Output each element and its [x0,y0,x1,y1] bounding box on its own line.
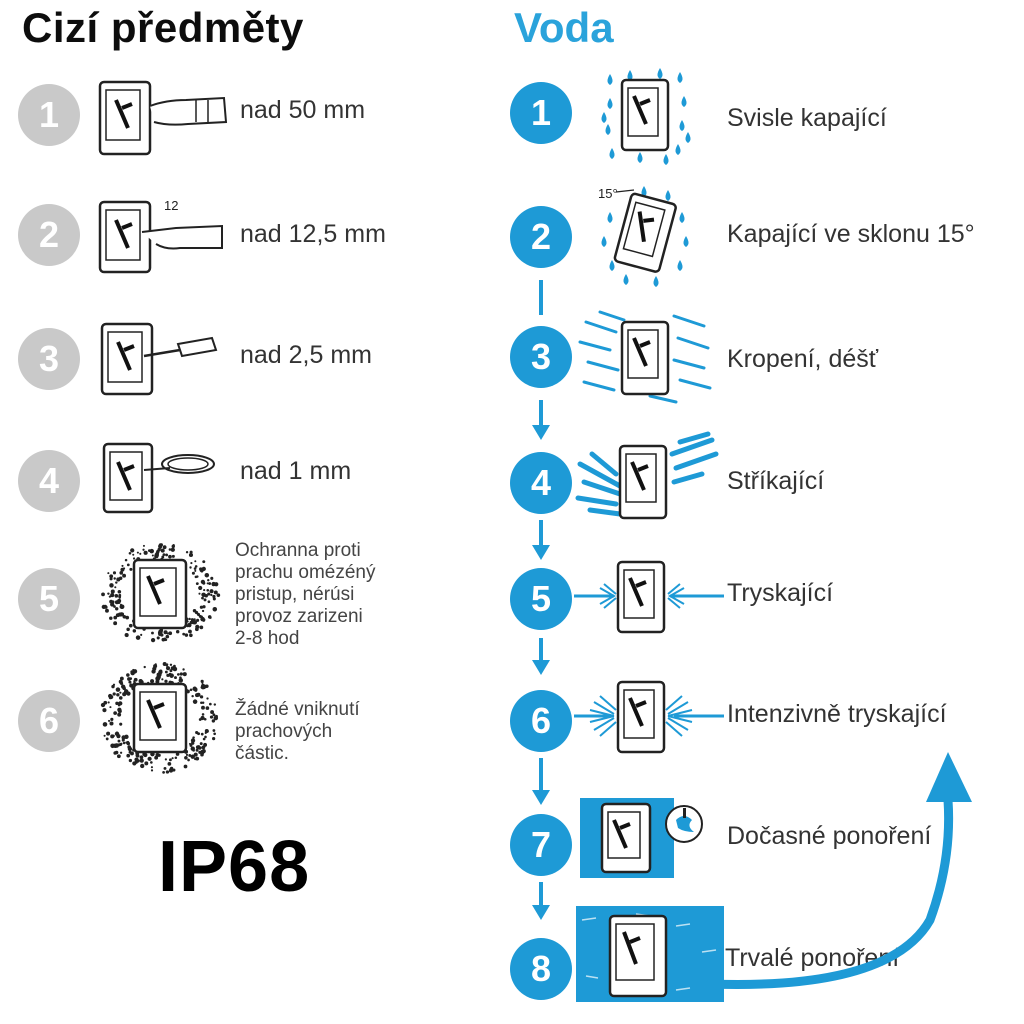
splash-icon [576,434,718,524]
solids-label-5-line: 2-8 hod [235,628,300,649]
solids-label-5-line: pristup, nérúsi [235,584,355,605]
solids-label-5 [235,540,435,650]
solids-badge-3: 3 [18,328,80,390]
water-badge-6: 6 [510,690,572,752]
water-label-7: Dočasné ponoření [727,822,932,850]
solids-title: Cizí předměty [22,4,304,51]
water-label-3: Kropení, déšť [727,345,879,373]
finger-icon [96,198,236,280]
water-badge-5: 5 [510,568,572,630]
dust-tight-icon [104,664,218,770]
water-badge-7: 7 [510,814,572,876]
solids-label-6 [235,699,435,765]
solids-label-4: nad 1 mm [240,457,352,485]
return-arrow [690,740,990,1000]
solids-label-5-line: Ochranna proti [235,540,361,561]
water-badge-4: 4 [510,452,572,514]
water-label-4: Stříkající [727,467,825,495]
angle-mark: 15° [598,186,618,201]
solids-label-1: nad 50 mm [240,96,366,124]
dripping-icon [600,68,692,164]
temporary-immersion-icon [580,798,706,878]
solids-label-6-line: částic. [235,743,289,764]
solids-badge-5: 5 [18,568,80,630]
water-title: Voda [514,4,614,51]
solids-badge-6: 6 [18,690,80,752]
water-label-6: Intenzivně tryskající [727,700,947,728]
ip-rating: IP68 [158,827,311,907]
solids-label-2: nad 12,5 mm [240,220,386,248]
water-badge-2: 2 [510,206,572,268]
water-label-2: Kapající ve sklonu 15° [727,220,975,248]
solids-badge-1: 1 [18,84,80,146]
tilted-drip-icon [596,184,696,284]
solids-badge-4: 4 [18,450,80,512]
water-label-1: Svisle kapající [727,104,887,132]
solids-label-3: nad 2,5 mm [240,341,373,369]
water-label-8: Trvalé ponoření [725,944,900,972]
water-badge-8: 8 [510,938,572,1000]
rain-icon [580,308,712,404]
solids-label-5-line: prachu omézéný [235,562,376,583]
solids-label-6-line: prachových [235,721,333,742]
solids-badge-2: 2 [18,204,80,266]
svg-text:12: 12 [164,198,179,213]
water-badge-3: 3 [510,326,572,388]
water-label-5: Tryskající [727,579,834,607]
wire-icon [100,440,230,520]
dust-icon [104,544,218,640]
solids-label-6-line: Žádné vniknutí [235,699,360,720]
screwdriver-icon [98,320,238,400]
solids-label-5-line: provoz zarizeni [235,606,363,627]
jet-icon [570,556,726,640]
hand-icon [96,78,236,160]
water-badge-1: 1 [510,82,572,144]
